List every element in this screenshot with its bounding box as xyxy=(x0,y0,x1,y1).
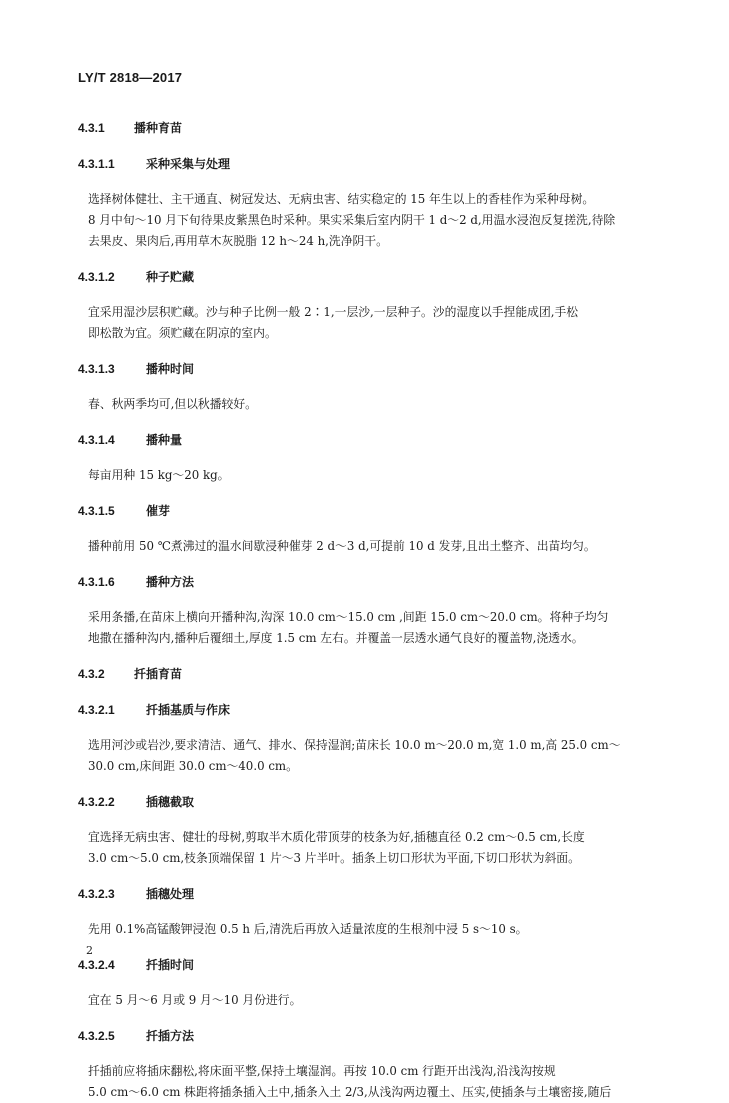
subsection-heading xyxy=(78,956,658,974)
paragraph: 采用条播,在苗床上横向开播种沟,沟深 10.0 cm～15.0 cm ,间距 15.0 cm～20.0 cm。将种子均匀 地撒在播种沟内,播种后覆细土,厚度 1.5 cm 左右。并覆盖一层透水通气良好的覆盖物,浇透水。 xyxy=(88,610,609,645)
section-number: 4.3.2.1 xyxy=(78,703,115,717)
section-title: 扦插育苗 xyxy=(134,667,183,681)
paragraph: 宜选择无病虫害、健壮的母树,剪取半木质化带顶芽的枝条为好,插穗直径 0.2 cm～0.5 cm,长度 3.0 cm～5.0 cm,枝条顶端保留 1 片～3 片半叶。插条上切口形状为平面,下切口形状为斜面。 xyxy=(88,830,585,865)
subsection-heading xyxy=(78,793,658,811)
page-number: 2 xyxy=(86,944,93,957)
paragraph: 选择树体健壮、主干通直、树冠发达、无病虫害、结实稳定的 15 年生以上的香桂作为采种母树。 8 月中旬～10 月下旬待果皮紫黑色时采种。果实采集后室内阴干 1 d～2 d,用温水浸泡反复搓洗,待除 去果皮、果肉后,再用草木灰脱脂 12 h～24 h,洗净阴干。 xyxy=(88,192,616,248)
document-code: LY/T 2818—2017 xyxy=(78,70,183,85)
section-number: 4.3.2.3 xyxy=(78,887,115,901)
subsection-heading xyxy=(78,155,658,173)
section-heading xyxy=(78,665,658,683)
subsection-heading xyxy=(78,502,658,520)
paragraph: 选用河沙或岩沙,要求清洁、通气、排水、保持湿润;苗床长 10.0 m～20.0 m,宽 1.0 m,高 25.0 cm～ 30.0 cm,床间距 30.0 cm～40.0 cm。 xyxy=(88,738,621,773)
section-number: 4.3.1.5 xyxy=(78,504,115,518)
section-title: 播种时间 xyxy=(146,362,195,376)
section-number: 4.3.1.4 xyxy=(78,433,115,447)
paragraph: 扦插前应将插床翻松,将床面平整,保持土壤湿润。再按 10.0 cm 行距开出浅沟,沿浅沟按规 5.0 cm～6.0 cm 株距将插条插入土中,插条入土 2/3,从浅沟两边覆土、压实,使插条与土壤密接,随后 xyxy=(88,1064,612,1099)
subsection-heading xyxy=(78,885,658,903)
paragraph: 宜在 5 月～6 月或 9 月～10 月份进行。 xyxy=(88,993,302,1007)
section-number: 4.3.1.1 xyxy=(78,157,115,171)
section-title: 播种方法 xyxy=(146,575,195,589)
section-number: 4.3.2.4 xyxy=(78,958,115,972)
section-title: 播种量 xyxy=(146,433,183,447)
section-number: 4.3.1.6 xyxy=(78,575,115,589)
section-title: 采种采集与处理 xyxy=(146,157,231,171)
subsection-heading xyxy=(78,701,658,719)
section-title: 播种育苗 xyxy=(134,121,183,135)
section-number: 4.3.1 xyxy=(78,121,105,135)
section-title: 插穗截取 xyxy=(146,795,195,809)
section-number: 4.3.1.3 xyxy=(78,362,115,376)
section-title: 种子贮藏 xyxy=(146,270,195,284)
paragraph: 每亩用种 15 kg～20 kg。 xyxy=(88,468,230,482)
section-number: 4.3.2.2 xyxy=(78,795,115,809)
document-body xyxy=(78,119,658,1103)
subsection-heading xyxy=(78,1027,658,1045)
subsection-heading xyxy=(78,268,658,286)
section-title: 扦插基质与作床 xyxy=(146,703,231,717)
section-title: 插穗处理 xyxy=(146,887,195,901)
section-heading xyxy=(78,119,658,137)
paragraph: 宜采用湿沙层积贮藏。沙与种子比例一般 2∶1,一层沙,一层种子。沙的湿度以手捏能成团,手松 即松散为宜。须贮藏在阴凉的室内。 xyxy=(88,305,579,340)
section-title: 催芽 xyxy=(146,504,171,518)
subsection-heading xyxy=(78,431,658,449)
section-title: 扦插方法 xyxy=(146,1029,195,1043)
paragraph: 先用 0.1%高锰酸钾浸泡 0.5 h 后,清洗后再放入适量浓度的生根剂中浸 5 s～10 s。 xyxy=(88,922,528,936)
section-number: 4.3.2.5 xyxy=(78,1029,115,1043)
section-number: 4.3.1.2 xyxy=(78,270,115,284)
paragraph: 春、秋两季均可,但以秋播较好。 xyxy=(88,397,257,411)
subsection-heading xyxy=(78,573,658,591)
paragraph: 播种前用 50 ℃煮沸过的温水间歇浸种催芽 2 d～3 d,可提前 10 d 发芽,且出土整齐、出苗均匀。 xyxy=(88,539,596,553)
subsection-heading xyxy=(78,360,658,378)
section-title: 扦插时间 xyxy=(146,958,195,972)
section-number: 4.3.2 xyxy=(78,667,105,681)
